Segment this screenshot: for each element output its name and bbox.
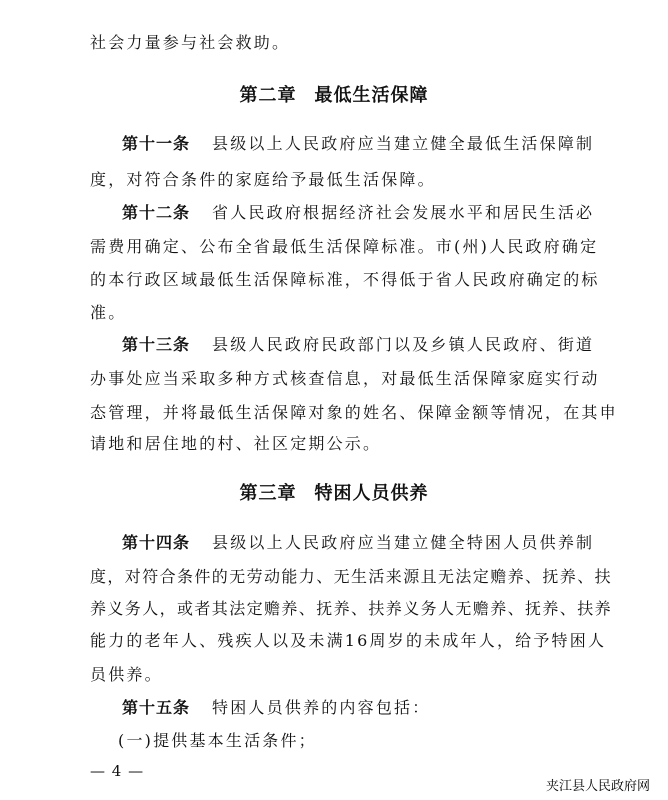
chapter-heading-2 [0,84,668,108]
paragraph-line: 社会力量参与社会救助。 [90,33,291,52]
article-first-line [122,334,594,356]
page-number: — 4 — [90,762,145,780]
article-label: 第十五条 [122,698,191,717]
article-text: 省人民政府根据经济社会发展水平和居民生活必 [212,203,595,222]
paragraph-line: 度，对符合条件的家庭给予最低生活保障。 [90,170,436,189]
article-label: 第十二条 [122,203,191,222]
article-text: 特困人员供养的内容包括： [212,698,431,717]
chapter-title: 特困人员供养 [314,483,429,504]
article-text: 县级以上人民政府应当建立健全最低生活保障制 [212,134,595,153]
chapter-heading-3 [0,482,668,506]
article-first-line [122,202,594,224]
article-label: 第十四条 [122,533,191,552]
paragraph-line: 准。 [90,303,127,322]
article-first-line [122,532,594,554]
paragraph-line: 态管理，并将最低生活保障对象的姓名、保障金额等情况，在其申 [90,403,618,422]
list-item: (一)提供基本生活条件； [118,731,317,750]
paragraph-line: 员供养。 [90,665,163,684]
article-first-line [122,697,430,719]
article-text: 县级以上人民政府应当建立健全特困人员供养制 [212,533,595,552]
article-label: 第十三条 [122,335,191,354]
article-text: 县级人民政府民政部门以及乡镇人民政府、街道 [212,335,595,354]
article-first-line [122,133,594,155]
paragraph-line: 能力的老年人、残疾人以及未满16周岁的未成年人，给予特困人 [90,631,607,650]
chapter-title: 最低生活保障 [314,85,429,106]
paragraph-line: 办事处应当采取多种方式核查信息，对最低生活保障家庭实行动 [90,369,600,388]
article-label: 第十一条 [122,134,191,153]
paragraph-line: 养义务人，或者其法定赡养、抚养、扶养义务人无赡养、抚养、扶养 [90,599,613,618]
paragraph-line: 的本行政区域最低生活保障标准，不得低于省人民政府确定的标 [90,270,600,289]
paragraph-line: 请地和居住地的村、社区定期公示。 [90,434,382,453]
site-watermark: 夹江县人民政府网 [542,773,654,796]
chapter-number: 第三章 [239,483,297,504]
paragraph-line: 度，对符合条件的无劳动能力、无生活来源且无法定赡养、抚养、扶 [90,567,613,586]
chapter-number: 第二章 [239,85,297,106]
paragraph-line: 需费用确定、公布全省最低生活保障标准。市(州)人民政府确定 [90,237,599,256]
